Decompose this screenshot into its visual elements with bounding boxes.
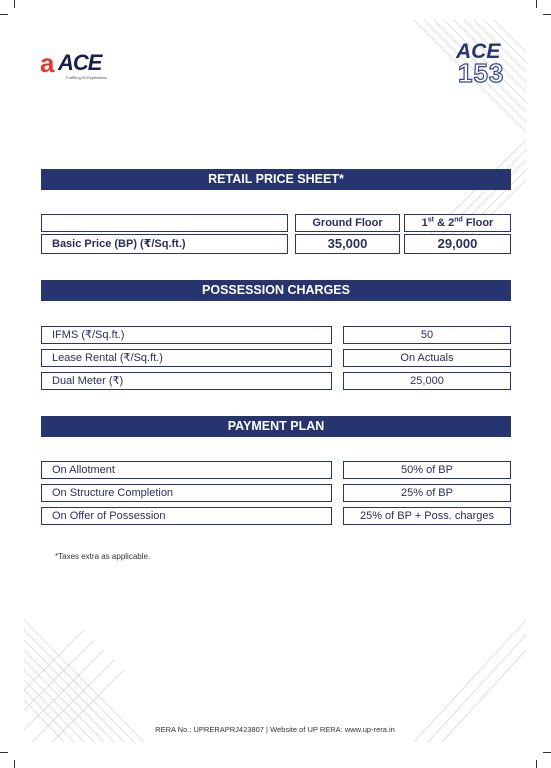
ace-logo-word: ACE — [58, 50, 102, 75]
crop-mark — [0, 752, 8, 753]
ace-153-logo — [452, 40, 512, 94]
crop-mark — [14, 760, 15, 768]
basic-price-label: Basic Price (BP) (₹/Sq.ft.) — [41, 234, 288, 254]
ifms-value: 50 — [343, 326, 511, 344]
on-offer-of-possession-value: 25% of BP + Poss. charges — [343, 507, 511, 525]
on-offer-of-possession-label: On Offer of Possession — [41, 507, 332, 525]
dual-meter-label: Dual Meter (₹) — [41, 372, 332, 390]
lease-rental-value: On Actuals — [343, 349, 511, 367]
upper-floor-price: 29,000 — [404, 234, 511, 254]
crop-mark — [536, 0, 537, 8]
payment-plan-heading: PAYMENT PLAN — [41, 416, 511, 437]
on-structure-completion-label: On Structure Completion — [41, 484, 332, 502]
ground-floor-price: 35,000 — [295, 234, 400, 254]
crop-mark — [536, 760, 537, 768]
upper-floor-header: 1st & 2nd Floor — [404, 214, 511, 232]
on-allotment-label: On Allotment — [41, 461, 332, 479]
on-allotment-value: 50% of BP — [343, 461, 511, 479]
on-structure-completion-value: 25% of BP — [343, 484, 511, 502]
ace-logo-mark: a — [40, 48, 55, 78]
price-sheet-page — [24, 20, 526, 742]
ace-logo-tagline: Fulfilling ACEspirations — [66, 75, 107, 80]
crop-mark — [0, 14, 8, 15]
retail-price-sheet-heading: RETAIL PRICE SHEET* — [41, 169, 511, 190]
possession-charges-heading: POSSESSION CHARGES — [41, 280, 511, 301]
ace-153-logo-word: ACE — [456, 40, 501, 63]
ground-floor-header: Ground Floor — [295, 214, 400, 232]
rera-footer: RERA No.: UPRERAPRJ423807 | Website of UP RERA: www.up-rera.in — [155, 725, 395, 734]
taxes-note: *Taxes extra as applicable. — [55, 552, 151, 561]
dual-meter-value: 25,000 — [343, 372, 511, 390]
ifms-label: IFMS (₹/Sq.ft.) — [41, 326, 332, 344]
crop-mark — [543, 752, 551, 753]
price-header-blank-cell — [41, 214, 288, 232]
crop-mark — [14, 0, 15, 8]
lease-rental-label: Lease Rental (₹/Sq.ft.) — [41, 349, 332, 367]
ace-153-logo-number: 153 — [458, 58, 505, 88]
ace-logo — [40, 48, 130, 88]
crop-mark — [543, 14, 551, 15]
